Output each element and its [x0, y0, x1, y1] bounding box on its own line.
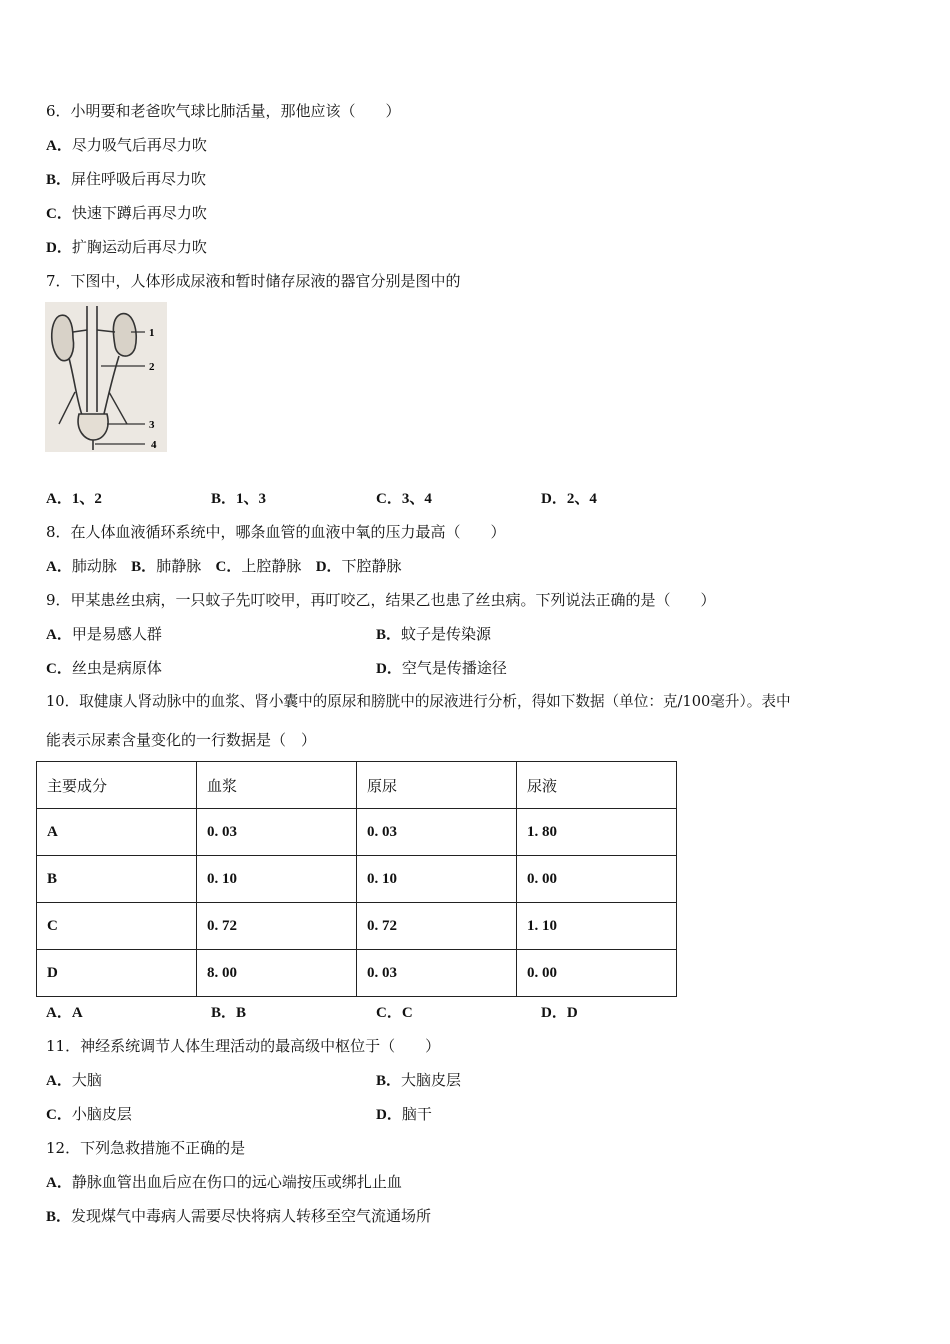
urea-data-table — [36, 761, 677, 997]
q9-option-d: D．空气是传播途径 — [376, 659, 507, 677]
table-header-cell: 原尿 — [357, 762, 517, 809]
urinary-system-diagram — [45, 302, 167, 452]
q7-option-c: C．3、4 — [376, 491, 432, 507]
bladder-shape — [78, 414, 108, 440]
q9-option-c: C．丝虫是病原体 — [46, 659, 162, 677]
table-header-cell: 血浆 — [197, 762, 357, 809]
table-row — [37, 809, 677, 856]
q12-option-b: B．发现煤气中毒病人需要尽快将病人转移至空气流通场所 — [46, 1207, 432, 1225]
table-cell: C — [37, 903, 197, 950]
q7-option-a: A．1、2 — [46, 491, 102, 507]
table-row — [37, 950, 677, 997]
table-cell: 0. 10 — [197, 856, 357, 903]
q10-stem-line1: 10．取健康人肾动脉中的血浆、肾小囊中的原尿和膀胱中的尿液进行分析，得如下数据（单位：克/100毫升）。表中 — [46, 693, 791, 710]
left-kidney-shape — [52, 315, 74, 360]
q7-option-d: D．2、4 — [541, 491, 597, 507]
table-cell: 0. 03 — [197, 809, 357, 856]
figure-label-3: 3 — [149, 419, 155, 431]
table-cell: 0. 10 — [357, 856, 517, 903]
q10-option-d: D．D — [541, 1005, 578, 1021]
table-cell: B — [37, 856, 197, 903]
q10-option-c: C．C — [376, 1005, 413, 1021]
q8-options: A．肺动脉 B．肺静脉 C．上腔静脉 D．下腔静脉 — [46, 557, 402, 575]
q11-option-d: D．脑干 — [376, 1105, 432, 1123]
q6-option-b: B．屏住呼吸后再尽力吹 — [46, 170, 207, 188]
renal-vessels-shape — [73, 330, 115, 332]
ureters-shape — [69, 356, 119, 418]
q11-option-a: A．大脑 — [46, 1071, 102, 1089]
right-kidney-shape — [113, 314, 136, 357]
table-row — [37, 903, 677, 950]
table-cell: 1. 10 — [517, 903, 677, 950]
table-cell: 0. 72 — [197, 903, 357, 950]
q9-option-b: B．蚊子是传染源 — [376, 625, 492, 643]
q10-option-a: A．A — [46, 1005, 83, 1021]
table-cell: 0. 00 — [517, 950, 677, 997]
table-cell: 1. 80 — [517, 809, 677, 856]
q9-option-a: A．甲是易感人群 — [46, 625, 162, 643]
q9-stem: 9．甲某患丝虫病，一只蚊子先叮咬甲，再叮咬乙，结果乙也患了丝虫病。下列说法正确的是（ ） — [46, 591, 716, 609]
q8-stem: 8．在人体血液循环系统中，哪条血管的血液中氧的压力最高（ ） — [46, 523, 506, 541]
q10-option-b: B．B — [211, 1005, 247, 1021]
table-header-cell: 尿液 — [517, 762, 677, 809]
q11-option-c: C．小脑皮层 — [46, 1105, 132, 1123]
figure-label-2: 2 — [149, 361, 155, 373]
table-cell: A — [37, 809, 197, 856]
q6-stem: 6．小明要和老爸吹气球比肺活量，那他应该（ ） — [46, 102, 401, 120]
table-cell: 0. 72 — [357, 903, 517, 950]
table-cell: 0. 00 — [517, 856, 677, 903]
q7-stem: 7．下图中，人体形成尿液和暂时储存尿液的器官分别是图中的 — [46, 272, 461, 290]
table-cell: 0. 03 — [357, 950, 517, 997]
table-row — [37, 856, 677, 903]
q7-option-b: B．1、3 — [211, 491, 267, 507]
table-header-row — [37, 762, 677, 809]
q11-option-b: B．大脑皮层 — [376, 1071, 462, 1089]
q10-stem-line2: 能表示尿素含量变化的一行数据是（ ） — [46, 731, 317, 749]
urinary-system-figure — [45, 302, 167, 452]
q12-option-a: A．静脉血管出血后应在伤口的远心端按压或绑扎止血 — [46, 1173, 402, 1191]
q6-option-c: C．快速下蹲后再尽力吹 — [46, 204, 207, 222]
table-cell: 0. 03 — [357, 809, 517, 856]
vessels-shape — [87, 306, 97, 412]
table-cell: D — [37, 950, 197, 997]
q11-stem: 11．神经系统调节人体生理活动的最高级中枢位于（ ） — [46, 1037, 441, 1055]
figure-label-1: 1 — [149, 327, 155, 339]
q6-option-a: A．尽力吸气后再尽力吹 — [46, 136, 207, 154]
table-header-cell: 主要成分 — [37, 762, 197, 809]
q12-stem: 12．下列急救措施不正确的是 — [46, 1139, 246, 1157]
q6-option-d: D．扩胸运动后再尽力吹 — [46, 238, 207, 256]
figure-label-4: 4 — [151, 439, 157, 451]
table-cell: 8. 00 — [197, 950, 357, 997]
